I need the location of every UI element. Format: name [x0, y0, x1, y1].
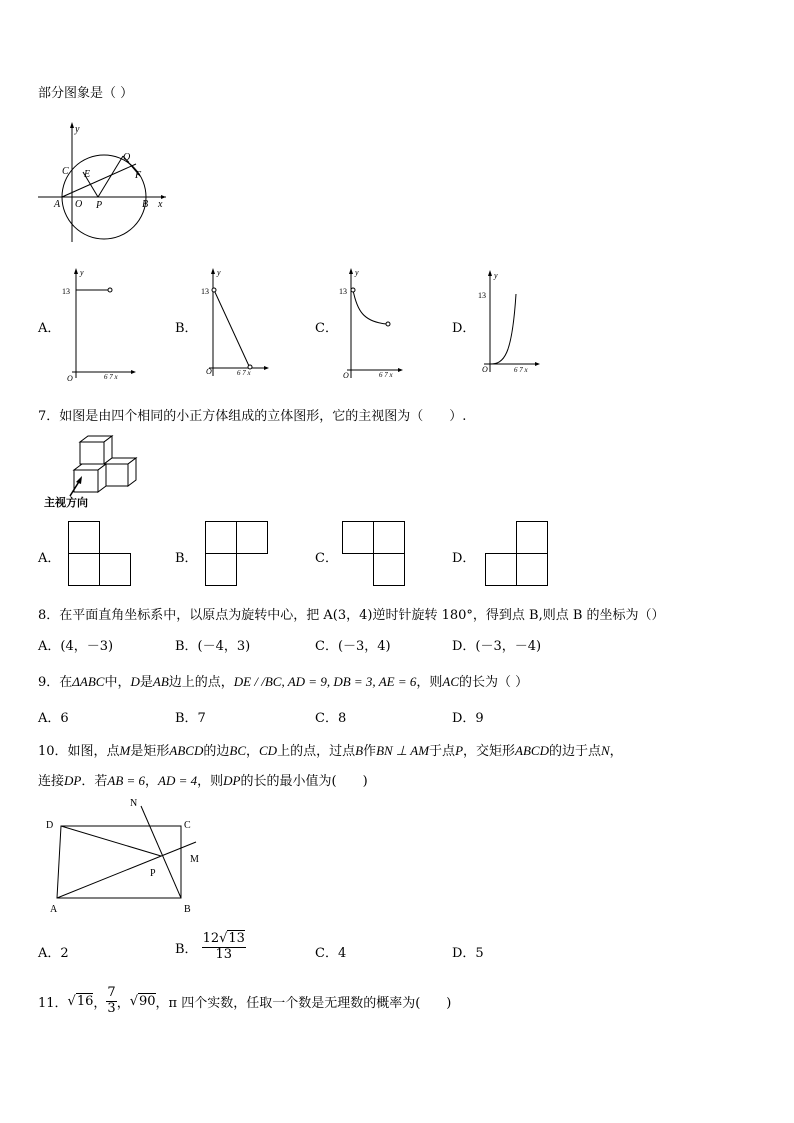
q6-graph-a: [62, 266, 142, 384]
q10-ad-value: AD = 4: [158, 773, 198, 788]
q6-option-b-label: B．: [175, 321, 198, 336]
q9-text: [38, 671, 528, 690]
frac-denominator: 13: [215, 946, 233, 962]
circle-figure: [38, 118, 178, 248]
graph-y-label: y: [494, 271, 498, 280]
q7-option-d-label: D．: [452, 551, 476, 566]
q6-graph-c: [339, 266, 419, 384]
q10-rect-abcd: ABCD: [515, 743, 549, 758]
q10-point-n: N: [601, 743, 610, 758]
graph-y-label: y: [80, 268, 84, 277]
q10-text-part: 的长的最小值为( ): [240, 774, 368, 789]
q7-view-b: [205, 521, 269, 587]
q10-line1: [38, 740, 623, 759]
fig10-a-label: A: [50, 904, 58, 915]
q10-text-part: ，: [609, 744, 623, 759]
q7-text: 7．如图是由四个相同的小正方体组成的立体图形，它的主视图为（ ）.: [38, 409, 467, 424]
q9-mid2: 是: [139, 675, 153, 690]
q10-text-part: 的边: [203, 744, 230, 759]
q10-text-part: 上的点，过点: [277, 744, 356, 759]
fig6-x-label: x: [158, 199, 163, 210]
q9-triangle: ΔABC: [72, 674, 105, 689]
q9-suffix: 的长为（ ）: [459, 675, 529, 690]
q11-fraction: [106, 986, 116, 1017]
q10-text-part: 10．如图，点: [38, 744, 120, 759]
q10-text-part: ，: [246, 744, 260, 759]
q10-option-a: A．2: [38, 946, 69, 961]
frac-numerator-coef: 12: [202, 931, 220, 946]
fig6-q-label: Q: [123, 152, 131, 163]
q10-option-c: C．4: [315, 946, 347, 961]
graph-13-label: 13: [62, 287, 70, 296]
fig10-b-label: B: [184, 904, 191, 915]
q11-sqrt16: √16: [67, 993, 94, 1009]
graph-13-label: 13: [478, 291, 486, 300]
direction-label: 主视方向: [44, 496, 88, 509]
q11-radicand-90: 90: [139, 993, 156, 1009]
q6-graph-b: [199, 266, 279, 384]
q10-text-part: 作: [363, 744, 377, 759]
graph-ticks-label: 6 7 x: [237, 369, 251, 377]
q10-segment-dp: DP: [223, 773, 241, 788]
q11-sqrt90: √90: [129, 993, 156, 1009]
q10-point-p: P: [455, 743, 464, 758]
fig6-f-label: F: [135, 170, 142, 181]
fig10-m-label: M: [190, 854, 199, 865]
frac-numerator: 7: [107, 985, 116, 1000]
q6-option-a-label: A．: [38, 321, 61, 336]
q10-point-b: B: [355, 743, 364, 758]
q10-option-d: D．5: [452, 946, 484, 961]
q10-option-b-label: B．: [175, 941, 198, 957]
q10-rect-abcd: ABCD: [169, 743, 204, 758]
q10-line2: [38, 770, 368, 789]
q9-mid3: 边上的点，: [168, 675, 234, 690]
q11-radicand-16: 16: [76, 993, 94, 1009]
graph-ticks-label: 6 7 x: [104, 373, 118, 381]
q7-view-d: [485, 521, 549, 587]
fig10-n-label: N: [130, 798, 138, 809]
q9-ab: AB: [152, 674, 169, 689]
q10-option-b: [175, 932, 246, 963]
q9-condition: DE / /BC, AD = 9, DB = 3, AE = 6: [233, 674, 417, 689]
graph-13-label: 13: [339, 287, 347, 296]
fig10-p-label: P: [150, 868, 156, 879]
q9-option-b: B．7: [175, 711, 206, 726]
graph-ticks-label: 6 7 x: [514, 366, 528, 374]
q6-option-d-label: D．: [452, 321, 476, 336]
graph-y-label: y: [355, 268, 359, 277]
q8-option-b: B．(－4，3): [175, 639, 251, 654]
q10-text-part: 连接: [38, 774, 65, 789]
q9-mid1: 中，: [104, 675, 131, 690]
q10-text-part: ，: [145, 774, 159, 789]
fig6-e-label: E: [84, 169, 91, 180]
q10-side-bc: BC: [229, 743, 246, 758]
q7-option-b-label: B．: [175, 551, 198, 566]
q10-text-part: 是矩形: [130, 744, 170, 759]
graph-o-label: O: [482, 365, 488, 374]
intro-text: 部分图象是（ ）: [38, 86, 134, 101]
q6-option-c-label: C．: [315, 321, 338, 336]
q10-side-cd: CD: [259, 743, 278, 758]
q7-option-c-label: C．: [315, 551, 338, 566]
q10-point-m: M: [119, 743, 131, 758]
q8-option-c: C．(－3，4): [315, 639, 391, 654]
q9-mid4: ，则: [416, 675, 443, 690]
graph-o-label: O: [67, 374, 73, 383]
q9-ac: AC: [442, 674, 459, 689]
fig6-p-label: P: [96, 200, 103, 211]
q8-option-d: D．(－3，－4): [452, 639, 542, 654]
q9-option-d: D．9: [452, 711, 484, 726]
frac-denominator: 3: [107, 1000, 116, 1016]
graph-13-label: 13: [201, 287, 209, 296]
graph-o-label: O: [206, 367, 212, 376]
q9-prefix: 9．在: [38, 675, 73, 690]
q10-option-b-fraction: $\frac{12√13}{13}$: [202, 931, 245, 962]
q9-d: D: [130, 674, 140, 689]
q7-option-a-label: A．: [38, 551, 61, 566]
q10-segment-dp: DP: [64, 773, 82, 788]
q10-text-part: 的边于点: [548, 744, 601, 759]
fig10-d-label: D: [46, 820, 54, 831]
graph-o-label: O: [343, 371, 349, 380]
q9-option-a: A．6: [38, 711, 69, 726]
graph-y-label: y: [217, 268, 221, 277]
q7-view-a: [68, 521, 132, 587]
q9-option-c: C．8: [315, 711, 347, 726]
q10-ab-value: AB = 6: [107, 773, 146, 788]
q8-option-a: A．(4，－3): [38, 639, 114, 654]
rectangle-figure: [44, 792, 214, 918]
q11-text: 11． √16 ， $\frac{7}{3}$ ， √90 ，π 四个实数，任取一个数是无理数的概率为( ): [38, 985, 452, 1016]
fig6-b-label: B: [142, 199, 149, 210]
q10-text-part: ，交矩形: [463, 744, 516, 759]
q11-prefix: 11．: [38, 995, 68, 1011]
fig6-c-label: C: [62, 166, 69, 177]
fig10-c-label: C: [184, 820, 191, 831]
q7-view-c: [342, 521, 406, 587]
graph-ticks-label: 6 7 x: [379, 371, 393, 379]
q10-text-part: ，则: [197, 774, 224, 789]
q10-perp: BN ⊥ AM: [376, 743, 430, 758]
q6-graph-d: [476, 266, 556, 384]
fig6-y-label: y: [75, 124, 80, 135]
q11-suffix: ，π 四个实数，任取一个数是无理数的概率为( ): [155, 995, 452, 1011]
q10-text-part: ．若: [81, 774, 108, 789]
frac-radicand: 13: [228, 931, 245, 946]
q10-text-part: 于点: [429, 744, 456, 759]
fig6-a-label: A: [54, 199, 61, 210]
fig6-o-label: O: [75, 199, 83, 210]
q8-text: 8．在平面直角坐标系中，以原点为旋转中心，把 A(3，4)逆时针旋转 180°，得到点 B,则点 B 的坐标为（）: [38, 608, 665, 623]
